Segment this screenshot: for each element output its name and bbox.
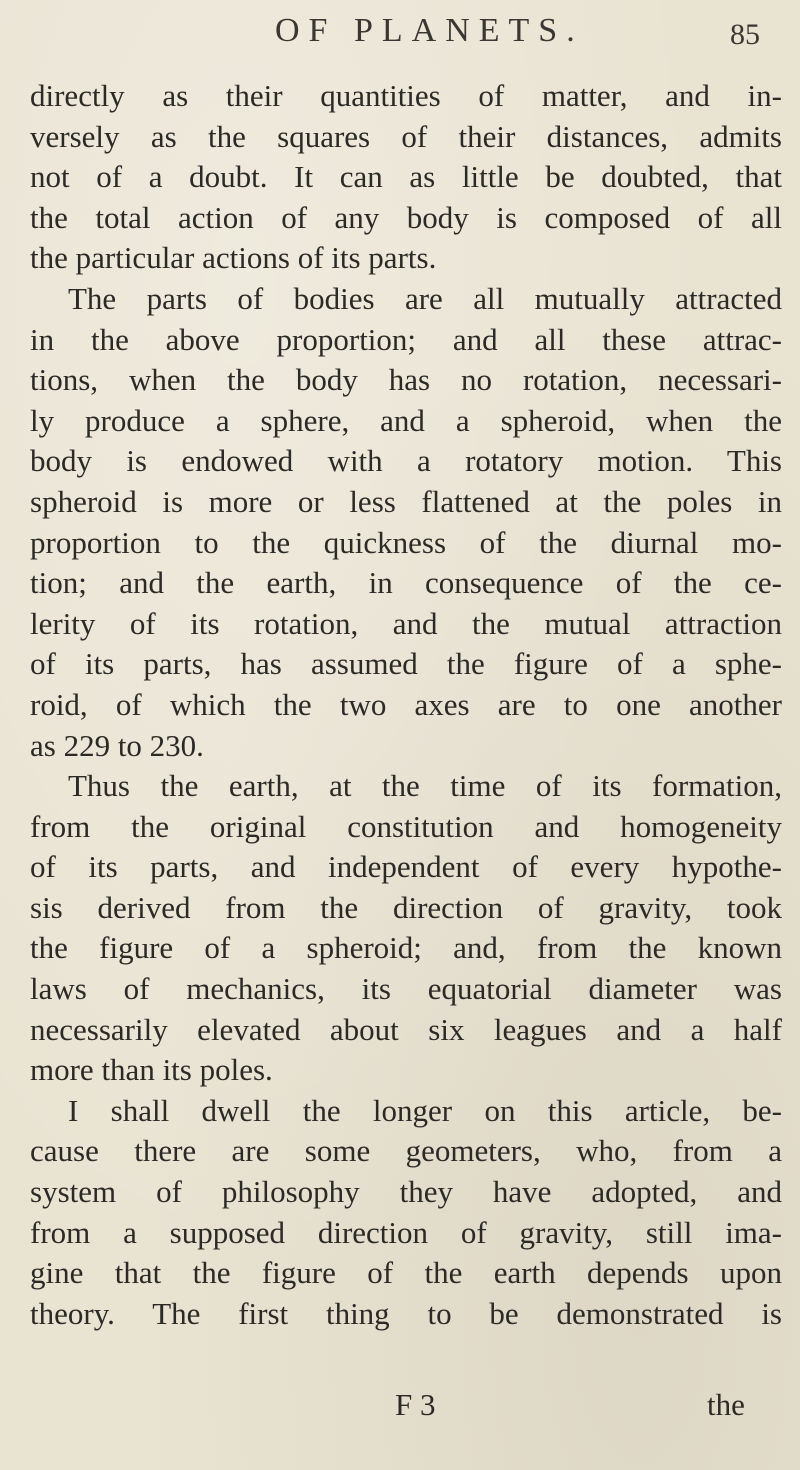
text-line: cause there are some geometers, who, from a bbox=[30, 1133, 782, 1169]
text-line: ly produce a sphere, and a spheroid, when the bbox=[30, 402, 782, 438]
text-line: theory. The first thing to be demonstrated is bbox=[30, 1295, 782, 1331]
text-line: as 229 to 230. bbox=[30, 727, 204, 763]
text-line: gine that the figure of the earth depends upon bbox=[30, 1255, 782, 1291]
text-line: from a supposed direction of gravity, still ima- bbox=[30, 1214, 782, 1250]
text-line: tions, when the body has no rotation, necessari- bbox=[30, 362, 782, 398]
catchline bbox=[0, 1387, 800, 1427]
catchword: the bbox=[707, 1387, 745, 1422]
text-line: necessarily elevated about six leagues and a half bbox=[30, 1011, 782, 1047]
text-line: in the above proportion; and all these attrac- bbox=[30, 321, 782, 357]
page-number: 85 bbox=[730, 18, 760, 51]
text-line: Thus the earth, at the time of its formation, bbox=[68, 768, 782, 804]
text-line: tion; and the earth, in consequence of the ce- bbox=[30, 565, 782, 601]
text-line: I shall dwell the longer on this article, be- bbox=[68, 1092, 782, 1128]
text-line: of its parts, and independent of every hypothe- bbox=[30, 849, 782, 885]
running-head-title: OF PLANETS. bbox=[275, 12, 584, 49]
text-line: laws of mechanics, its equatorial diameter was bbox=[30, 971, 782, 1007]
text-line: the figure of a spheroid; and, from the known bbox=[30, 930, 782, 966]
body-text bbox=[30, 76, 782, 1334]
text-line: The parts of bodies are all mutually attracted bbox=[68, 280, 782, 316]
text-line: sis derived from the direction of gravity, took bbox=[30, 889, 782, 925]
text-line: more than its poles. bbox=[30, 1052, 273, 1088]
text-line: from the original constitution and homogeneity bbox=[30, 808, 782, 844]
running-head bbox=[0, 8, 800, 56]
text-line: the particular actions of its parts. bbox=[30, 240, 437, 276]
text-line: of its parts, has assumed the figure of a sphe- bbox=[30, 646, 782, 682]
text-line: roid, of which the two axes are to one another bbox=[30, 686, 782, 722]
text-line: spheroid is more or less flattened at the poles in bbox=[30, 483, 782, 519]
text-line: system of philosophy they have adopted, and bbox=[30, 1174, 782, 1210]
text-line: body is endowed with a rotatory motion. This bbox=[30, 443, 782, 479]
text-line: versely as the squares of their distances, admits bbox=[30, 118, 782, 154]
text-line: lerity of its rotation, and the mutual attraction bbox=[30, 605, 782, 641]
text-line: the total action of any body is composed of all bbox=[30, 199, 782, 235]
text-line: proportion to the quickness of the diurnal mo- bbox=[30, 524, 782, 560]
text-line: directly as their quantities of matter, and in- bbox=[30, 78, 782, 113]
signature-mark: F 3 bbox=[395, 1387, 436, 1422]
text-line: not of a doubt. It can as little be doubted, that bbox=[30, 159, 782, 195]
